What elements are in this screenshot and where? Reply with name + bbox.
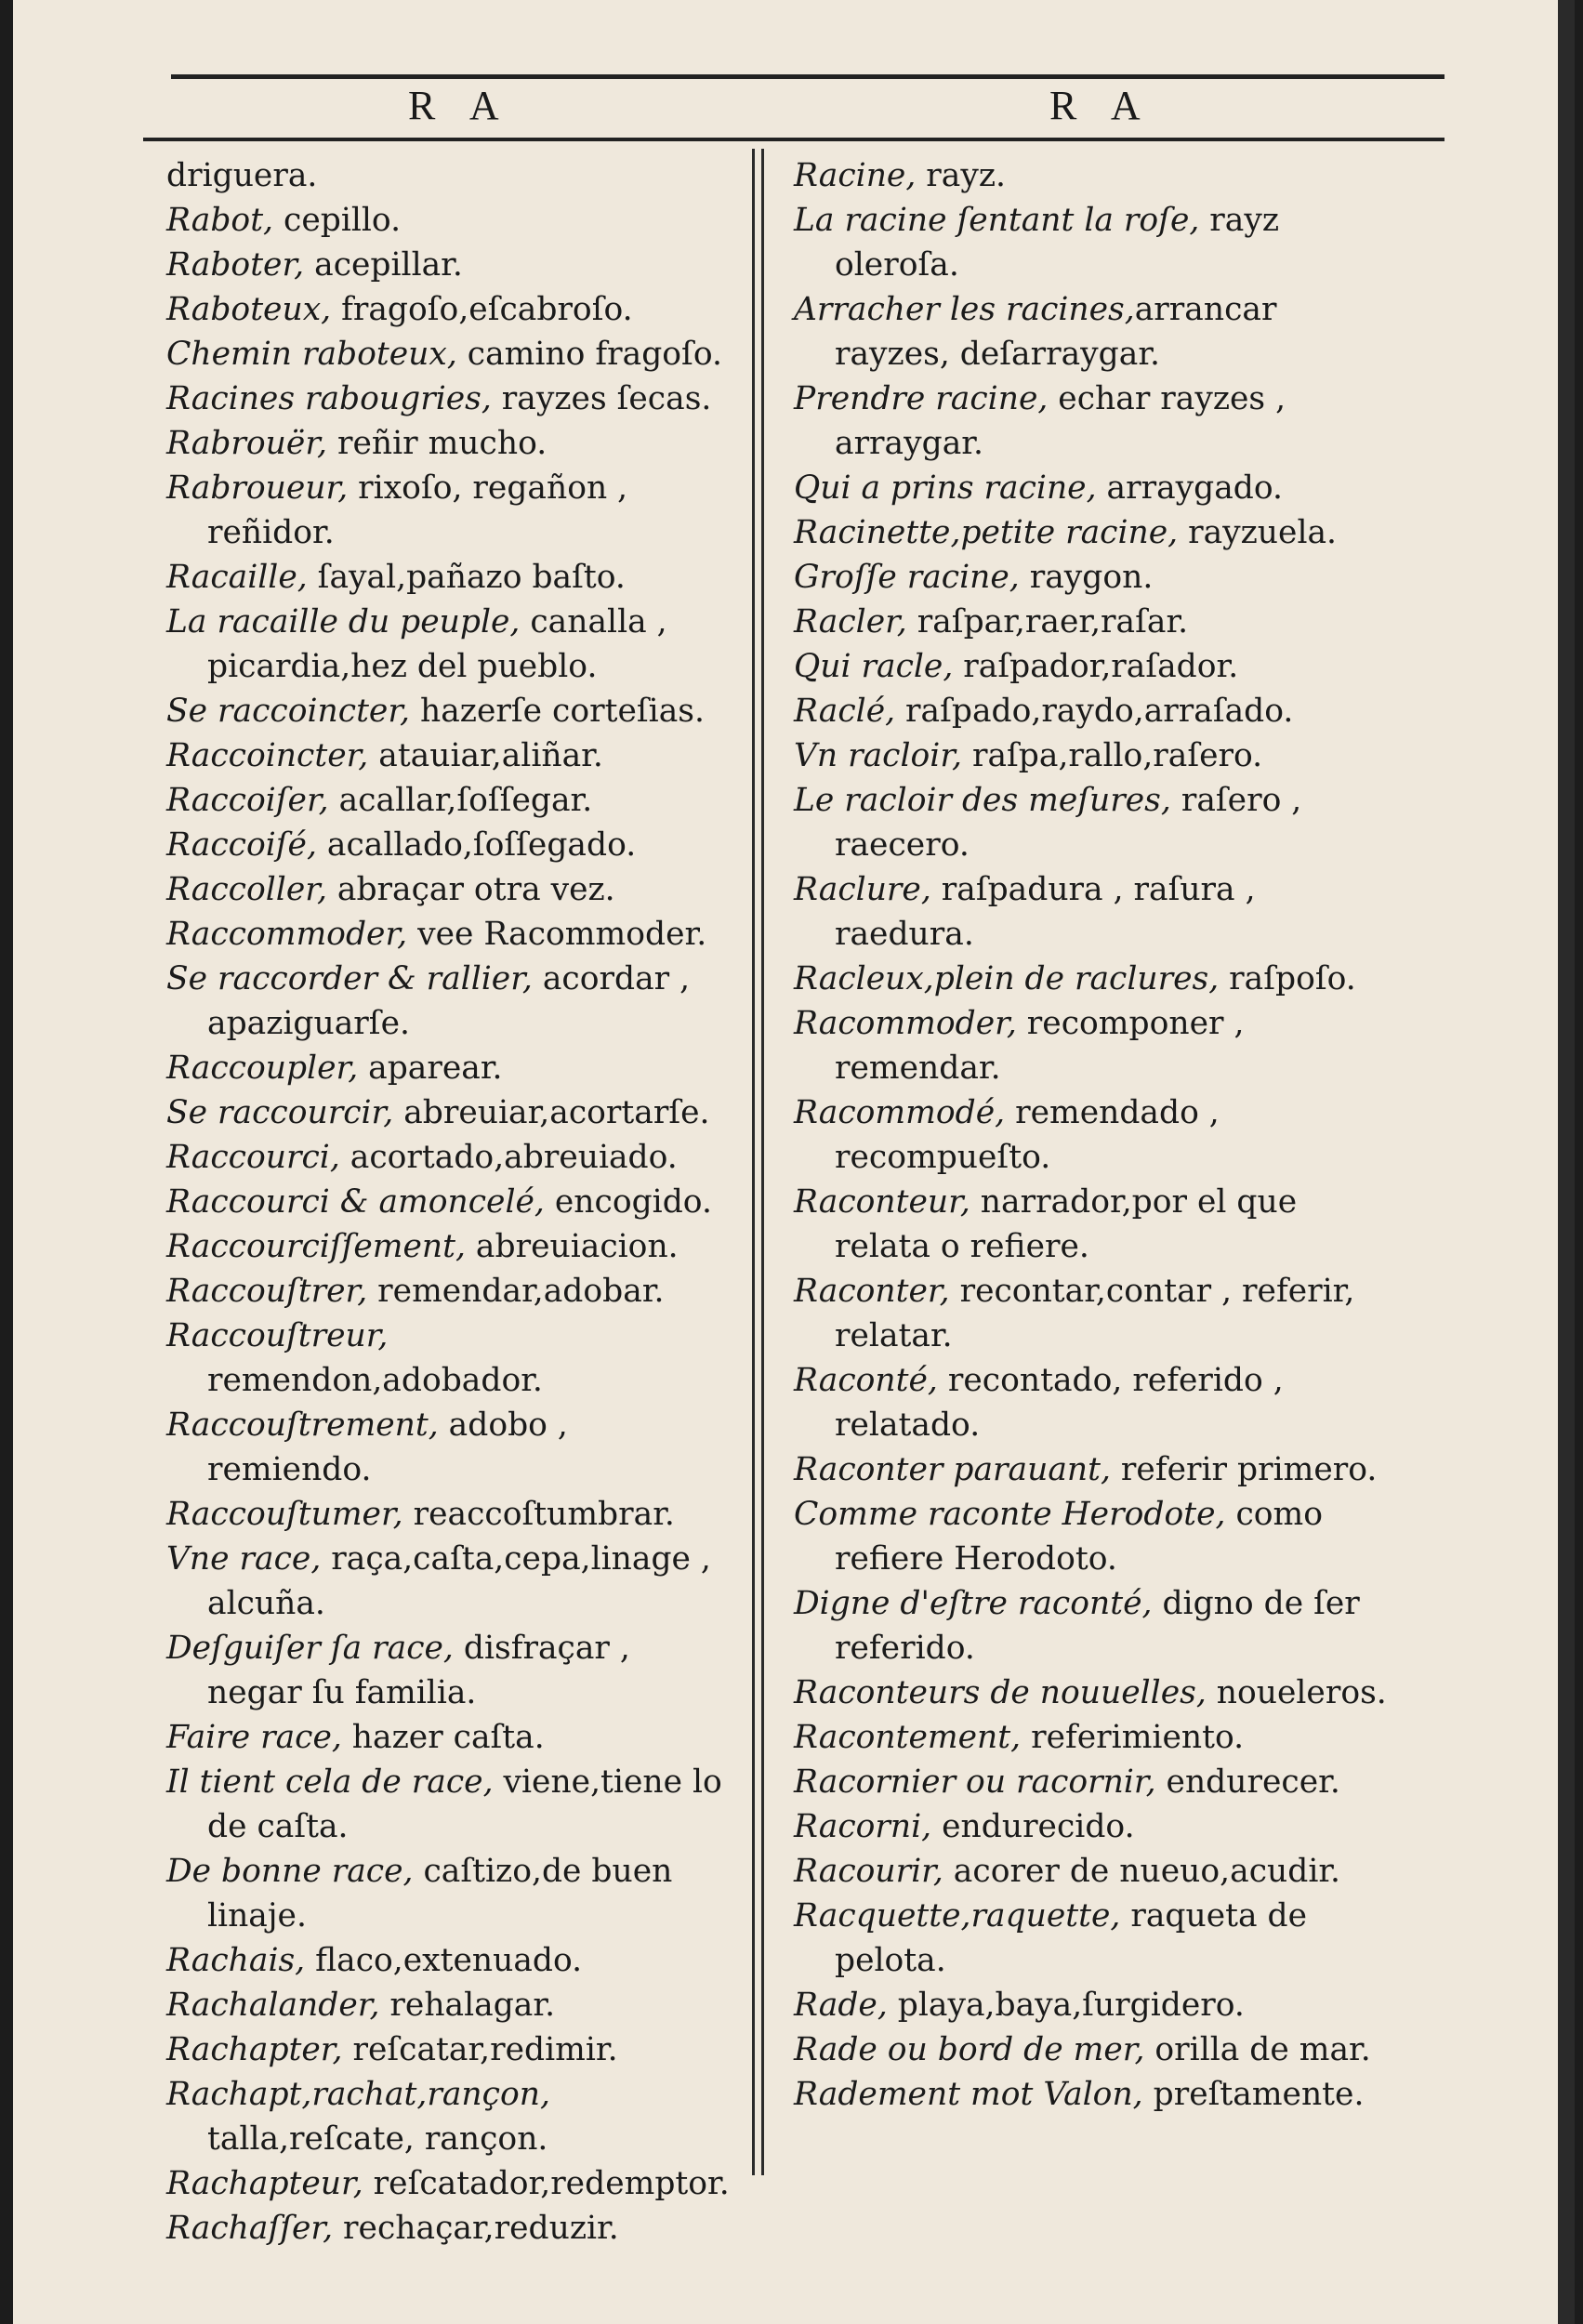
entry-translation: raſpadura , raſura , raedura. (835, 871, 1256, 953)
dictionary-entry (794, 1269, 1398, 1358)
dictionary-entry (794, 1849, 1398, 1894)
entry-translation: noueleros. (1206, 1674, 1387, 1711)
entry-translation: disfraçar , negar ſu familia. (207, 1630, 630, 1711)
running-head-left: R A (408, 83, 512, 128)
entry-headword: Racaille, (166, 559, 308, 596)
entry-headword: Arracher les racines, (794, 291, 1135, 328)
entry-headword: Racleux,plein de raclures, (794, 960, 1220, 997)
entry-headword: Raccoupler, (166, 1050, 359, 1087)
entry-headword: Raboteux, (166, 291, 332, 328)
entry-translation: driguera. (166, 157, 318, 194)
entry-headword: Deſguiſer ſa race, (166, 1630, 454, 1667)
dictionary-entry (166, 1715, 733, 1760)
dictionary-entry (166, 2027, 733, 2072)
entry-headword: Rachapteur, (166, 2165, 363, 2202)
entry-translation: remendar,adobar. (367, 1273, 665, 1310)
entry-headword: Racourir, (794, 1853, 943, 1890)
dictionary-entry (794, 1894, 1398, 1983)
dictionary-entry (166, 912, 733, 957)
dictionary-entry (166, 376, 733, 421)
dictionary-entry (794, 1581, 1398, 1670)
entry-headword: Racorni, (794, 1808, 932, 1845)
entry-headword: Raconteur, (794, 1183, 970, 1221)
entry-headword: Se raccourcir, (166, 1094, 394, 1131)
dictionary-entry (166, 153, 733, 198)
entry-translation: raſpa,rallo,raſero. (962, 737, 1263, 774)
entry-translation: raſpoſo. (1219, 960, 1356, 997)
dictionary-entry (166, 466, 733, 555)
entry-headword: Prendre racine, (794, 380, 1049, 417)
left-column (166, 153, 733, 2251)
entry-headword: Le racloir des meſures, (794, 782, 1171, 819)
dictionary-entry (166, 1849, 733, 1938)
entry-headword: Raclé, (794, 693, 896, 730)
entry-headword: Rachais, (166, 1942, 306, 1979)
entry-headword: Racornier ou racornir, (794, 1763, 1156, 1801)
entry-translation: recomponer , remendar. (835, 1005, 1245, 1087)
entry-headword: Radement mot Valon, (794, 2076, 1143, 2113)
dictionary-entry (166, 600, 733, 689)
dictionary-entry (794, 957, 1398, 1001)
entry-headword: Qui racle, (794, 648, 954, 685)
dictionary-entry (166, 1180, 733, 1224)
entry-translation: reaccoſtumbrar. (402, 1496, 675, 1533)
dictionary-entry (794, 733, 1398, 778)
entry-headword: Raccourci, (166, 1139, 340, 1176)
dictionary-entry (166, 287, 733, 332)
entry-headword: Racinette,petite racine, (794, 514, 1179, 551)
entry-translation: canalla , picardia,hez del pueblo. (207, 603, 667, 685)
entry-translation: hazerſe corteſias. (410, 693, 705, 730)
entry-headword: Raccoiſer, (166, 782, 329, 819)
entry-translation: rayz oleroſa. (835, 202, 1280, 284)
entry-headword: Raconter parauant, (794, 1451, 1111, 1488)
dictionary-entry (166, 2072, 733, 2161)
entry-translation: remendon,adobador. (207, 1362, 543, 1399)
dictionary-entry (166, 198, 733, 243)
entry-headword: Rachapt,rachat,rançon, (166, 2076, 550, 2113)
entry-headword: Raccouſtreur, (166, 1317, 389, 1354)
entry-headword: Raconté, (794, 1362, 938, 1399)
dictionary-entry (794, 287, 1398, 376)
entry-translation: acallar,ſoſſegar. (328, 782, 593, 819)
entry-translation: rayzes ſecas. (491, 380, 712, 417)
dictionary-entry (166, 1090, 733, 1135)
entry-translation: fragoſo,eſcabroſo. (331, 291, 633, 328)
entry-headword: Racquette,raquette, (794, 1897, 1121, 1934)
entry-translation: reſcatar,redimir. (342, 2031, 618, 2068)
dictionary-entry (166, 2206, 733, 2251)
dictionary-entry (166, 2161, 733, 2206)
entry-headword: La racine ſentant la roſe, (794, 202, 1200, 239)
dictionary-entry (794, 1983, 1398, 2027)
entry-translation: camino fragoſo. (456, 336, 722, 373)
entry-headword: Il tient cela de race, (166, 1763, 494, 1801)
entry-headword: Raccourci & amoncelé, (166, 1183, 545, 1221)
entry-headword: Racine, (794, 157, 917, 194)
dictionary-entry (166, 689, 733, 733)
dictionary-entry (166, 1224, 733, 1269)
entry-headword: Rabrouër, (166, 425, 327, 462)
dictionary-entry (794, 1180, 1398, 1269)
dictionary-entry (794, 1760, 1398, 1804)
entry-translation: playa,baya,ſurgidero. (887, 1987, 1245, 2024)
dictionary-entry (794, 1715, 1398, 1760)
dictionary-entry (794, 510, 1398, 555)
top-rule (171, 74, 1444, 79)
dictionary-entry (166, 1537, 733, 1626)
entry-translation: adobo , remiendo. (207, 1406, 568, 1488)
dictionary-entry (794, 778, 1398, 867)
entry-headword: Raboter, (166, 246, 305, 284)
entry-translation: hazer caſta. (341, 1719, 545, 1756)
dictionary-entry (794, 644, 1398, 689)
entry-headword: Vne race, (166, 1540, 322, 1578)
entry-headword: Raclure, (794, 871, 931, 908)
entry-translation: vee Racommoder. (407, 916, 707, 953)
entry-translation: raſpador,raſador. (953, 648, 1239, 685)
entry-translation: raſpado,raydo,arraſado. (895, 693, 1294, 730)
dictionary-entry (166, 1269, 733, 1314)
entry-translation: recontar,contar , referir, relatar. (835, 1273, 1355, 1354)
entry-headword: Rabot, (166, 202, 274, 239)
entry-headword: Qui a prins racine, (794, 469, 1097, 507)
dictionary-entry (166, 1492, 733, 1537)
dictionary-entry (794, 1492, 1398, 1581)
entry-headword: Rachapter, (166, 2031, 343, 2068)
entry-headword: Raccouſtumer, (166, 1496, 403, 1533)
entry-headword: Rachalander, (166, 1987, 380, 2024)
entry-headword: Racontement, (794, 1719, 1022, 1756)
entry-headword: Raccouſtrement, (166, 1406, 439, 1444)
entry-headword: Raccouſtrer, (166, 1273, 368, 1310)
entry-translation: reñir mucho. (327, 425, 547, 462)
entry-translation: rixoſo, regañon , reñidor. (207, 469, 628, 551)
dictionary-entry (794, 1001, 1398, 1090)
dictionary-entry (794, 1090, 1398, 1180)
entry-translation: orilla de mar. (1144, 2031, 1371, 2068)
dictionary-entry (166, 1314, 733, 1403)
entry-translation: preſtamente. (1142, 2076, 1365, 2113)
entry-translation: atauiar,aliñar. (368, 737, 603, 774)
right-column (794, 153, 1398, 2117)
entry-headword: Raccoiſé, (166, 826, 317, 864)
entry-headword: Digne d'eſtre raconté, (794, 1585, 1153, 1622)
entry-headword: Raccourciſſement, (166, 1228, 466, 1265)
entry-headword: Rabroueur, (166, 469, 349, 507)
dictionary-entry (166, 778, 733, 823)
dictionary-entry (166, 1046, 733, 1090)
entry-translation: remendado , recompueſto. (835, 1094, 1220, 1176)
entry-headword: Racommoder, (794, 1005, 1017, 1042)
entry-headword: De bonne race, (166, 1853, 414, 1890)
dictionary-entry (794, 466, 1398, 510)
entry-translation: flaco,extenuado. (305, 1942, 583, 1979)
entry-translation: recontado, referido , relatado. (835, 1362, 1284, 1444)
dictionary-entry (166, 1135, 733, 1180)
dictionary-entry (166, 1403, 733, 1492)
entry-translation: acordar , apaziguarſe. (207, 960, 691, 1042)
entry-headword: Comme raconte Herodote, (794, 1496, 1226, 1533)
dictionary-entry (166, 332, 733, 376)
dictionary-entry (166, 1760, 733, 1849)
entry-translation: viene,tiene lo de caſta. (207, 1763, 722, 1845)
entry-translation: abraçar otra vez. (326, 871, 615, 908)
entry-headword: Rade ou bord de mer, (794, 2031, 1145, 2068)
dictionary-entry (166, 823, 733, 867)
entry-translation: abreuiar,acortarſe. (393, 1094, 710, 1131)
entry-translation: acorer de nueuo,acudir. (943, 1853, 1341, 1890)
entry-translation: encogido. (544, 1183, 712, 1221)
dictionary-entry (794, 2072, 1398, 2117)
column-divider (752, 149, 755, 2175)
entry-headword: La racaille du peuple, (166, 603, 521, 640)
entry-translation: echar rayzes , arraygar. (835, 380, 1286, 462)
entry-translation: referir primero. (1110, 1451, 1378, 1488)
dictionary-entry (794, 376, 1398, 466)
entry-translation: raygon. (1019, 559, 1154, 596)
entry-headword: Vn racloir, (794, 737, 962, 774)
entry-headword: Chemin raboteux, (166, 336, 457, 373)
page-edge (1558, 0, 1575, 2324)
entry-translation: acortado,abreuiado. (339, 1139, 678, 1176)
entry-translation: digno de ſer referido. (835, 1585, 1360, 1667)
dictionary-entry (794, 198, 1398, 287)
dictionary-entry (166, 957, 733, 1046)
entry-translation: rehalagar. (379, 1987, 556, 2024)
entry-headword: Racler, (794, 603, 907, 640)
entry-headword: Se raccoincter, (166, 693, 411, 730)
entry-translation: rechaçar,reduzir. (333, 2210, 619, 2247)
dictionary-entry (794, 1804, 1398, 1849)
entry-translation: caſtizo,de buen linaje. (207, 1853, 673, 1934)
entry-translation: talla,reſcate, rançon. (207, 2120, 548, 2158)
dictionary-entry (166, 421, 733, 466)
dictionary-entry (794, 555, 1398, 600)
entry-headword: Groſſe racine, (794, 559, 1020, 596)
column-divider (761, 149, 764, 2175)
entry-translation: raqueta de pelota. (835, 1897, 1308, 1979)
entry-translation: aparear. (358, 1050, 503, 1087)
dictionary-entry (794, 867, 1398, 957)
entry-headword: Raconter, (794, 1273, 950, 1310)
dictionary-entry (794, 600, 1398, 644)
dictionary-entry (166, 555, 733, 600)
dictionary-entry (166, 1626, 733, 1715)
running-head-right: R A (1049, 83, 1154, 128)
dictionary-entry (794, 689, 1398, 733)
entry-translation: raſero , raecero. (835, 782, 1302, 864)
entry-translation: rayzuela. (1178, 514, 1338, 551)
entry-translation: rayz. (916, 157, 1006, 194)
entry-translation: raça,caſta,cepa,linage , alcuña. (207, 1540, 711, 1622)
dictionary-entry (166, 243, 733, 287)
entry-translation: raſpar,raer,raſar. (906, 603, 1189, 640)
book-page (13, 0, 1575, 2324)
dictionary-entry (794, 2027, 1398, 2072)
entry-translation: arraygado. (1096, 469, 1284, 507)
entry-headword: Faire race, (166, 1719, 342, 1756)
dictionary-entry (166, 867, 733, 912)
entry-translation: narrador,por el que relata o refiere. (835, 1183, 1298, 1265)
dictionary-entry (794, 1447, 1398, 1492)
entry-translation: ſayal,pañazo baſto. (307, 559, 626, 596)
dictionary-entry (794, 1358, 1398, 1447)
entry-translation: endurecido. (931, 1808, 1135, 1845)
entry-translation: acallado,ſoſſegado. (316, 826, 637, 864)
entry-translation: acepillar. (304, 246, 463, 284)
entry-headword: Raconteurs de nouuelles, (794, 1674, 1207, 1711)
dictionary-entry (794, 153, 1398, 198)
entry-headword: Rachaſſer, (166, 2210, 334, 2247)
entry-translation: arrancar rayzes, deſarraygar. (835, 291, 1277, 373)
entry-headword: Raccommoder, (166, 916, 408, 953)
entry-headword: Raccoincter, (166, 737, 369, 774)
dictionary-entry (794, 1670, 1398, 1715)
dictionary-entry (166, 1983, 733, 2027)
entry-headword: Racommodé, (794, 1094, 1006, 1131)
entry-translation: referimiento. (1021, 1719, 1245, 1756)
entry-translation: reſcatador,redemptor. (363, 2165, 730, 2202)
entry-headword: Rade, (794, 1987, 888, 2024)
entry-headword: Racines rabougries, (166, 380, 492, 417)
entry-headword: Se raccorder & rallier, (166, 960, 533, 997)
entry-translation: como refiere Herodoto. (835, 1496, 1324, 1578)
entry-translation: abreuiacion. (465, 1228, 679, 1265)
entry-translation: cepillo. (273, 202, 402, 239)
entry-translation: endurecer. (1155, 1763, 1340, 1801)
dictionary-entry (166, 1938, 733, 1983)
header-rule (143, 138, 1444, 141)
entry-headword: Raccoller, (166, 871, 327, 908)
dictionary-entry (166, 733, 733, 778)
